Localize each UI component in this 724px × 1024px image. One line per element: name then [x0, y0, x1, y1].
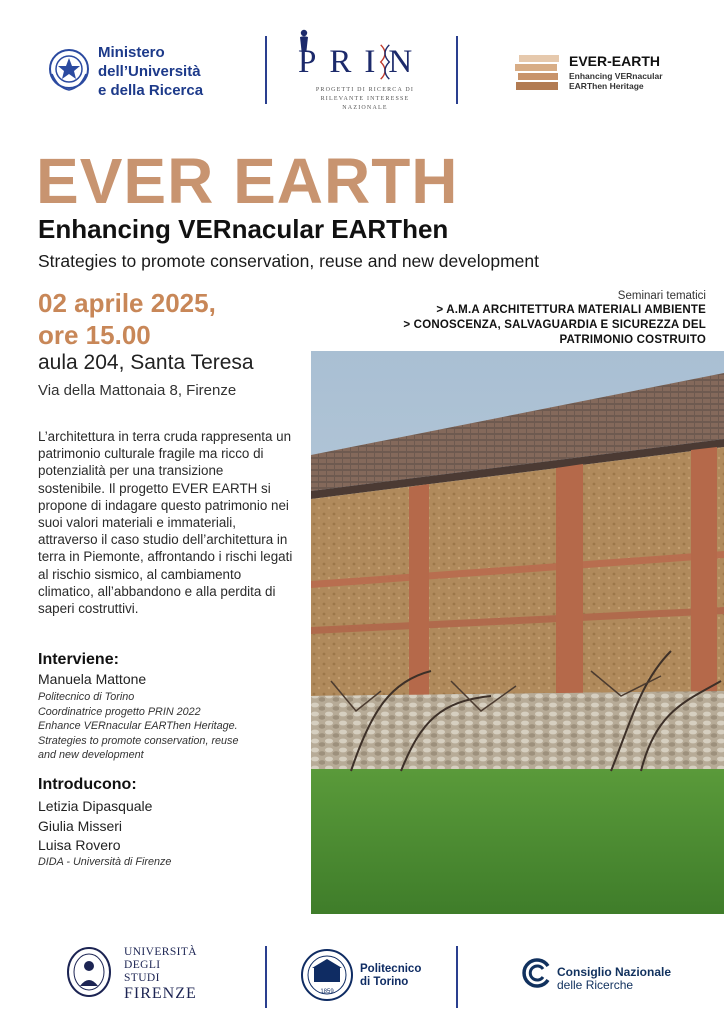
seminar-item-conoscenza: > CONOSCENZA, SALVAGUARDIA E SICUREZZA DEL: [403, 319, 706, 331]
unifi-line-3: FIRENZE: [124, 985, 197, 1002]
introducer-name: Giulia Misseri: [38, 817, 123, 834]
prin-sub-line-1: PROGETTI DI RICERCA DI: [315, 87, 415, 93]
cnr-line-1: Consiglio Nazionale: [557, 965, 672, 979]
speaker-name: Manuela Mattone: [38, 671, 147, 687]
seminar-series: [403, 289, 706, 348]
prin-wordmark: PRIN: [298, 44, 426, 80]
mur-line-2: dell’Università: [98, 63, 201, 80]
speaker-note: Coordinatrice progetto PRIN 2022: [38, 705, 201, 718]
event-date-time: ore 15.00: [38, 320, 151, 350]
speaker-notes: [38, 690, 298, 763]
introducer-name: Letizia Dipasquale: [38, 798, 153, 814]
ever-earth-logo: [515, 52, 700, 96]
polito-seal-year: 1859: [320, 989, 334, 995]
header-separator-1: [265, 36, 267, 104]
event-description: L’architettura in terra cruda rappresenta un patrimonio culturale fragile ma ricco di potenzialità per una transizione sostenibile. Il progetto EVER EARTH si propone di indagare questo patrimonio nei suoi valori materiali e immateriali, attraverso il caso studio dell’architettura in terra in Piemonte, affrontando i rischi legati al rischio sismico, al cambiamento climatico, all’abbandono e alla perdita di saperi costruttivi.: [38, 429, 293, 617]
barn-illustration: [311, 351, 724, 914]
prin-subtitle: [300, 86, 430, 113]
unifi-logo: [66, 944, 196, 1006]
seminar-item-ama: > A.M.A ARCHITETTURA MATERIALI AMBIENTE: [436, 304, 706, 316]
earth-layers-icon: [515, 55, 561, 91]
polito-line-1: Politecnico: [360, 963, 422, 975]
polito-name: [360, 963, 421, 989]
ever-earth-logo-subtitle: [569, 71, 663, 91]
ever-earth-logo-title: EVER-EARTH: [569, 53, 661, 69]
event-subtitle: Enhancing VERnacular EARThen: [38, 214, 449, 244]
mur-name: [98, 43, 203, 100]
polito-seal-icon: [300, 948, 354, 1002]
prin-logo: [290, 28, 440, 112]
introducono-heading: Introducono:: [38, 776, 137, 793]
speaker-note: Politecnico di Torino: [38, 691, 135, 703]
polito-logo: [300, 948, 430, 1004]
cnr-line-2: delle Ricerche: [557, 978, 634, 992]
event-room: aula 204, Santa Teresa: [38, 351, 254, 374]
unifi-name: [124, 946, 197, 1003]
interviene-heading: Interviene:: [38, 651, 119, 668]
event-address: Via della Mattonaia 8, Firenze: [38, 382, 237, 399]
speaker-note: Strategies to promote conservation, reuse: [38, 734, 239, 747]
event-date: [38, 287, 216, 351]
prin-sub-line-3: NAZIONALE: [342, 105, 388, 111]
cnr-logo: [522, 956, 672, 1000]
unifi-line-1: UNIVERSITÀ: [124, 946, 197, 958]
event-tagline: Strategies to promote conservation, reuse and new development: [38, 251, 539, 271]
prin-sub-line-2: RILEVANTE INTERESSE: [320, 96, 410, 102]
introducono-list: [38, 797, 152, 856]
ever-earth-logo-sub-2: EARThen Heritage: [569, 81, 644, 91]
mur-line-3: e della Ricerca: [98, 82, 204, 99]
cnr-mark-icon: [522, 958, 552, 988]
event-date-day: 02 aprile 2025,: [38, 288, 216, 318]
footer-separator-1: [265, 946, 267, 1008]
mur-logo: [48, 40, 228, 100]
mur-line-1: Ministero: [98, 44, 165, 61]
event-title: EVER EARTH: [36, 145, 459, 217]
cnr-name: [557, 966, 671, 992]
header-separator-2: [456, 36, 458, 104]
unifi-line-2: DEGLI STUDI: [124, 959, 161, 984]
introducer-affiliation: DIDA - Università di Firenze: [38, 856, 172, 868]
seminar-item-conoscenza-cont: PATRIMONIO COSTRUITO: [559, 334, 706, 346]
speaker-note: and new development: [38, 749, 144, 761]
earthen-barn-photo: [311, 351, 724, 914]
unifi-seal-icon: [66, 946, 112, 998]
ever-earth-logo-sub-1: Enhancing VERnacular: [569, 71, 663, 81]
introducer-name: Luisa Rovero: [38, 837, 121, 853]
polito-line-2: di Torino: [360, 976, 409, 988]
footer-separator-2: [456, 946, 458, 1008]
italian-emblem-icon: [48, 44, 90, 94]
speaker-note: Enhance VERnacular EARThen Heritage.: [38, 720, 238, 732]
seminar-label: Seminari tematici: [617, 290, 706, 302]
